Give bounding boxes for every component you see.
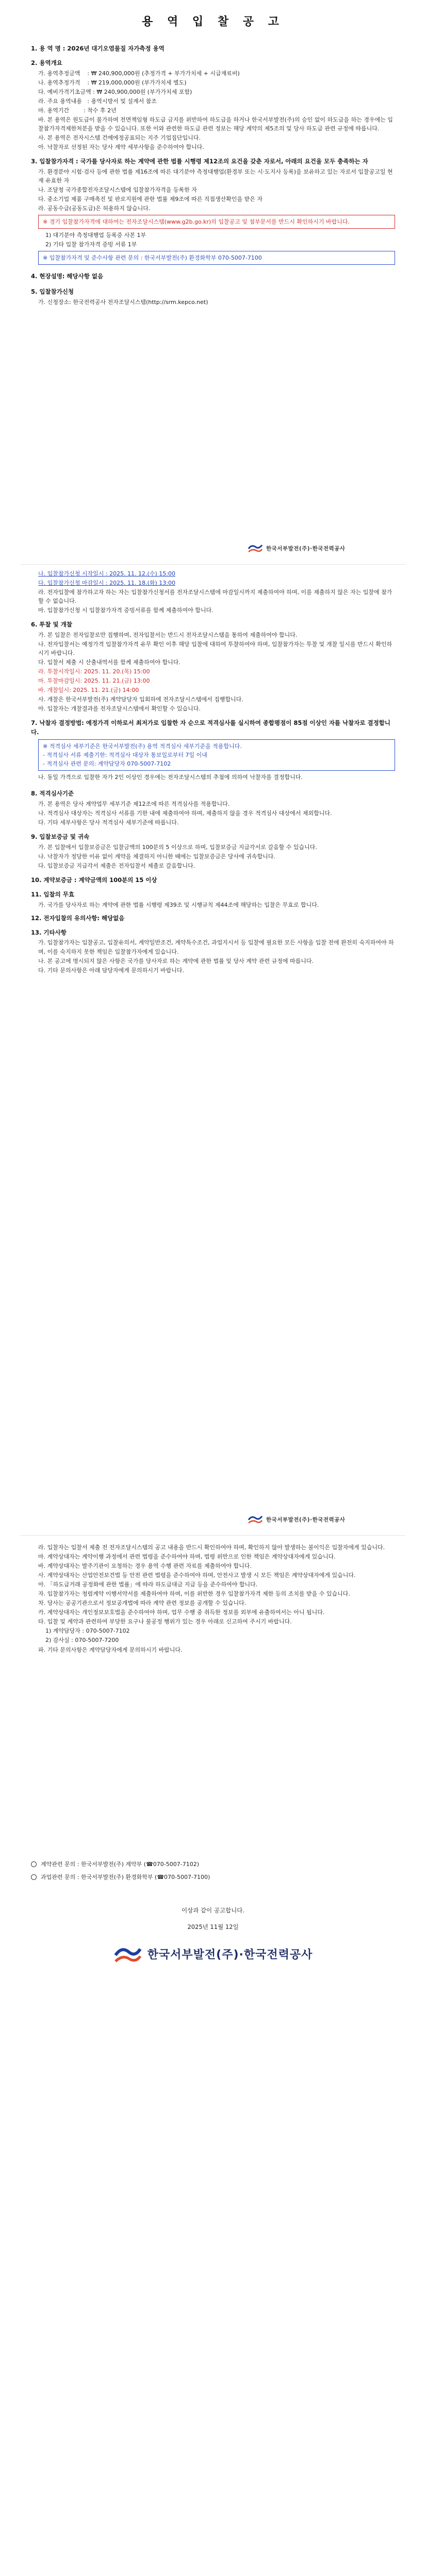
notice-blue-box [38, 739, 395, 771]
section-7-heading: 7. 낙찰자 결정방법: 예정가격 이하로서 최저가로 입찰한 자 순으로 적격심사를 실시하여 종합평점이 85점 이상인 자를 낙찰자로 결정합니다. [31, 719, 390, 736]
company-logo [248, 1512, 345, 1528]
section-2-line: 바. 본 용역은 원도급이 불가하며 전면책임형 하도급 금지를 위반하여 하도급을 하거나 한국서부발전(주)의 승인 없이 하도급을 하는 경우에는 입찰참가자격제한처분을 받을 수 있습니다. 또한 이와 관련한 하도급 관련 정보는 해당 계약의 제5조의 및 당사 하도급 관련 규정에 따릅니다. [38, 116, 393, 132]
section-8-line: 다. 기타 세부사항은 당사 적격심사 세부기준에 따릅니다. [38, 819, 179, 826]
page-3-line: 카. 계약상대자는 개인정보보호법을 준수하여야 하며, 업무 수행 중 취득한 정보를 외부에 유출하여서는 아니 됩니다. [38, 1609, 325, 1616]
section-6-line: 다. 입찰서 제출 시 산출내역서를 함께 제출하여야 합니다. [38, 659, 181, 666]
section-12-heading: 12. 전자입찰의 유의사항: 해당없음 [31, 914, 125, 922]
contact-item [31, 1873, 395, 1882]
section-8-line: 나. 적격심사 대상자는 적격심사 서류를 기한 내에 제출하여야 하며, 제출하지 않을 경우 적격심사 대상에서 제외합니다. [38, 810, 332, 817]
notice-red-box: ※ 경기 입찰참가자격에 대하여는 전자조달시스템(www.g2b.go.kr)의 입찰공고 및 첨부문서를 반드시 확인하시기 바랍니다. [38, 215, 395, 229]
section-13-line: 다. 기타 문의사항은 아래 담당자에게 문의하시기 바랍니다. [38, 967, 184, 974]
section-13-line: 나. 본 공고에 명시되지 않은 사항은 국가를 당사자로 하는 계약에 관한 법률 및 당사 계약 관련 규정에 따릅니다. [38, 957, 314, 964]
issuer-logo-icon [113, 1945, 142, 1965]
section-6-line: 나. 전자입찰서는 예정가격 입찰참가자격 유무 확인 이후 해당 입찰에 대하여 투찰하여야 하며, 입찰참가자는 투찰 및 개찰 일시를 반드시 확인하시기 바랍니다. [38, 641, 392, 657]
section-2-line: 가. 용역추정금액 : ₩ 240,900,000원 (추정가격 + 부가가치세 + 시급재료비) [38, 70, 240, 77]
section-5-heading: 5. 입찰참가신청 [31, 288, 74, 296]
page-3-line: 바. 계약상대자는 발주기관이 요청하는 경우 용역 수행 관련 자료를 제출하여야 합니다. [38, 1563, 252, 1570]
issuer-name: 한국서부발전(주)·한국전력공사 [147, 1948, 313, 1961]
section-9-line: 다. 입찰보증금 지급각서 제출은 전자입찰서 제출로 갈음합니다. [38, 862, 195, 870]
page-divider [21, 564, 405, 565]
section-10-heading: 10. 계약보증금 : 계약금액의 100분의 15 이상 [31, 876, 157, 884]
section-2-line: 다. 예비가격기초금액 : ₩ 240,900,000원 (부가가치세 포함) [38, 88, 192, 95]
section-3-line: 라. 공동수급(공동도급)은 허용하지 않습니다. [38, 205, 151, 212]
section-11-heading: 11. 입찰의 무효 [31, 891, 74, 898]
page-1-content [31, 44, 395, 307]
page-divider [21, 1535, 405, 1536]
contact-list [31, 1860, 395, 1886]
section-6-line: 아. 입찰자는 개찰결과를 전자조달시스템에서 확인할 수 있습니다. [38, 705, 201, 713]
page-3-line: 사. 계약상대자는 산업안전보건법 등 안전 관련 법령을 준수하여야 하며, 안전사고 발생 시 모든 책임은 계약상대자에게 있습니다. [38, 1572, 356, 1579]
page-2-content [31, 569, 395, 975]
section-3-line: 다. 중소기업 제품 구매촉진 및 판로지원에 관한 법률 제9조에 따른 직접생산확인을 받은 자 [38, 196, 263, 202]
section-2-line: 마. 용역기간 : 착수 후 2년 [38, 107, 117, 114]
signup-start: 나. 입찰참가신청 시작일시 : 2025. 11. 12.(수) 15:00 [38, 570, 175, 577]
section-6-heading: 6. 투찰 및 개찰 [31, 621, 72, 629]
bullet-circle-icon [31, 1861, 37, 1867]
section-8-heading: 8. 적격심사기준 [31, 790, 74, 798]
section-9-line: 나. 낙찰자가 정당한 이유 없이 계약을 체결하지 아니한 때에는 입찰보증금은 당사에 귀속합니다. [38, 853, 275, 860]
notice-line: ※ 적격심사 세부기준은 한국서부발전(주) 용역 적격심사 세부기준을 적용합니다. [43, 743, 242, 750]
signup-end: 다. 입찰참가신청 마감일시 : 2025. 11. 18.(화) 13:00 [38, 580, 175, 587]
page-3-line: 마. 계약상대자는 계약이행 과정에서 관련 법령을 준수하여야 하며, 법령 위반으로 인한 책임은 계약상대자에게 있습니다. [38, 1553, 336, 1561]
contact-text: 과업관련 문의 : 한국서부발전(주) 환경화학부 (☎070-5007-7100) [41, 1874, 210, 1881]
page-3-line: 차. 당사는 공공기관으로서 정보공개법에 따라 계약 관련 정보를 공개할 수 있습니다. [38, 1600, 247, 1607]
contact-item [31, 1860, 395, 1869]
section-4-heading: 4. 현장설명: 해당사항 없음 [31, 273, 104, 280]
issuer-logo [110, 1942, 316, 1968]
section-3-line: 1) 대기분야 측정대행업 등록증 사본 1부 [45, 232, 146, 239]
bid-end: 마. 투찰마감일시: 2025. 11. 21.(금) 13:00 [38, 677, 150, 685]
notice-line: - 적격심사 서류 제출기한: 적격심사 대상자 통보일로부터 7일 이내 [43, 752, 207, 759]
page-2-line: 마. 입찰참가신청 시 입찰참가자격 증빙서류를 함께 제출하여야 합니다. [38, 607, 214, 614]
page-3-line: 자. 입찰참가자는 청렴계약 이행서약서를 제출하여야 하며, 이를 위반한 경우 입찰참가자격 제한 등의 조치를 받을 수 있습니다. [38, 1590, 350, 1598]
section-3-line: 나. 조달청 국가종합전자조달시스템에 입찰참가자격을 등록한 자 [38, 186, 197, 193]
section-13-line: 가. 입찰참가자는 입찰공고, 입찰유의서, 계약일반조건, 계약특수조건, 과업지시서 등 입찰에 필요한 모든 사항을 입찰 전에 완전히 숙지하여야 하며, 이를 숙지하지 못한 책임은 입찰참가자에게 있습니다. [38, 939, 394, 955]
section-2-heading: 2. 용역개요 [31, 59, 62, 66]
page-3-line: 1) 계약담당자 : 070-5007-7102 [45, 1628, 130, 1635]
section-2-line: 사. 본 용역은 전자시스템 건예에정공표되는 지주 기업집단입니다. [38, 134, 201, 141]
page-2-line: 라. 전자입찰에 참가하고자 하는 자는 입찰참가신청서를 전자조달시스템에 마감일시까지 제출하여야 하며, 이를 제출하지 않은 자는 입찰에 참가할 수 없습니다. [38, 589, 392, 605]
section-9-heading: 9. 입찰보증금 및 귀속 [31, 833, 90, 841]
section-6-line: 가. 본 입찰은 전자입찰로만 집행하며, 전자입찰서는 반드시 전자조달시스템을 통하여 제출하여야 합니다. [38, 632, 298, 639]
notice-line: - 적격심사 관련 문의: 계약담당자 070-5007-7102 [43, 760, 171, 768]
page-3-line: 파. 기타 문의사항은 계약담당자에게 문의하시기 바랍니다. [38, 1646, 183, 1653]
page-title: 용 역 입 찰 공 고 [142, 15, 284, 28]
page-3-line: 아. 「하도급거래 공정화에 관한 법률」에 따라 하도급대금 지급 등을 준수하여야 합니다. [38, 1581, 258, 1588]
section-8-line: 가. 본 용역은 당사 계약업무 세부기준 제12조에 따른 적격심사를 적용합니다. [38, 801, 230, 808]
section-13-heading: 13. 기타사항 [31, 928, 67, 936]
section-1-heading: 1. 용 역 명 : 2026년 대기오염물질 자가측정 용역 [31, 45, 165, 52]
section-11-line: 가. 국가를 당사자로 하는 계약에 관한 법률 시행령 제39조 및 시행규칙 제44조에 해당하는 입찰은 무효로 합니다. [38, 901, 319, 908]
section-6-line: 사. 개찰은 한국서부발전(주) 계약담당자 입회하에 전자조달시스템에서 집행합니다. [38, 696, 243, 703]
bid-start: 라. 투찰시작일시: 2025. 11. 20.(목) 15:00 [38, 668, 150, 675]
page-3-line: 라. 입찰자는 입찰서 제출 전 전자조달시스템의 공고 내용을 반드시 확인하여야 하며, 확인하지 않아 발생하는 불이익은 입찰자에게 있습니다. [38, 1544, 385, 1551]
notice-blue-box: ※ 입찰참가자격 및 준수사항 관련 문의 : 한국서부발전(주) 환경화학부 070-5007-7100 [38, 251, 395, 265]
page-3-line: 타. 입찰 및 계약과 관련하여 부당한 요구나 불공정 행위가 있는 경우 아래로 신고하여 주시기 바랍니다. [38, 1618, 292, 1625]
company-logo-text: 한국서부발전(주)·한국전력공사 [266, 1516, 346, 1523]
company-logo [248, 541, 345, 556]
bullet-circle-icon [31, 1874, 37, 1880]
company-logo-icon [248, 1514, 263, 1526]
closing-statement: 이상과 같이 공고합니다. [181, 1907, 245, 1914]
section-2-line: 라. 주요 용역내용 : 용역시방서 및 설계서 참조 [38, 97, 157, 105]
page-3-content [31, 1543, 395, 1655]
contact-text: 계약관련 문의 : 한국서부발전(주) 계약부 (☎070-5007-7102) [41, 1861, 199, 1868]
section-3-line: 가. 환경분야 시험·검사 등에 관한 법률 제16조에 따른 대기분야 측정대행업(환경부 또는 시·도지사 등록)을 보유하고 있는 자로서 입찰공고일 현재 유효한 자 [38, 168, 393, 184]
section-5-line: 가. 신청장소: 한국전력공사 전자조달시스템(http://srm.kepco.net) [38, 298, 208, 306]
section-9-line: 가. 본 입찰에서 입찰보증금은 입찰금액의 100분의 5 이상으로 하며, 입찰보증금 지급각서로 갈음할 수 있습니다. [38, 844, 317, 851]
bid-opening: 바. 개찰일시: 2025. 11. 21.(금) 14:00 [38, 687, 139, 694]
section-2-line: 아. 낙찰자로 선정된 자는 당사 계약 세부사항을 준수하여야 합니다. [38, 144, 204, 150]
page-3-line: 2) 감사실 : 070-5007-7200 [45, 1637, 119, 1644]
closing-block [31, 1896, 395, 1932]
company-logo-text: 한국서부발전(주)·한국전력공사 [266, 545, 346, 552]
announcement-date: 2025년 11월 12일 [187, 1923, 239, 1930]
section-2-line: 나. 용역추정가격 : ₩ 219,000,000원 (부가가치세 별도) [38, 79, 187, 86]
company-logo-icon [248, 543, 263, 554]
section-3-heading: 3. 입찰참가자격 : 국가를 당사자로 하는 계약에 관한 법률 시행령 제12조의 요건을 갖춘 자로서, 아래의 요건을 모두 충족하는 자 [31, 158, 368, 165]
section-7-line: 나. 동일 가격으로 입찰한 자가 2인 이상인 경우에는 전자조달시스템의 추첨에 의하여 낙찰자를 결정합니다. [38, 774, 303, 781]
section-3-line: 2) 기타 입찰 참가자격 증빙 서류 1부 [45, 241, 137, 248]
